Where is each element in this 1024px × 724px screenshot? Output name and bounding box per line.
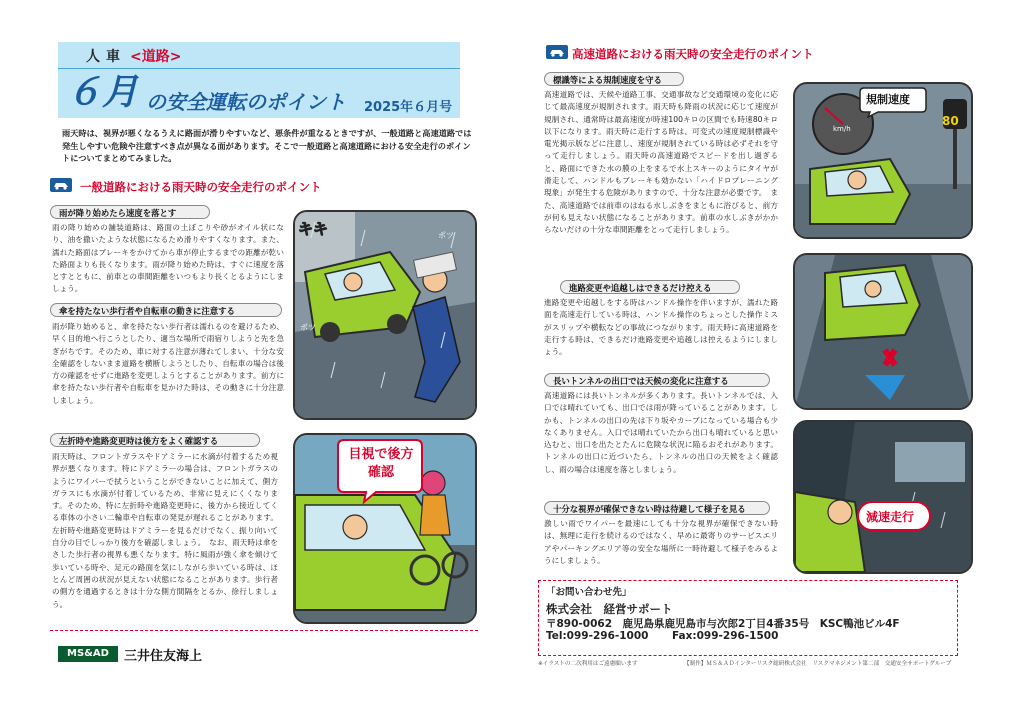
footer-credit: 【制作】ＭＳ＆ＡＤインターリスク総研株式会社 リスクマネジメント第二部 交通安全サポートグループ (684, 661, 952, 667)
contact-tel[interactable]: Tel:099-296-1000 (546, 630, 649, 642)
page-title-month: ６月 (66, 71, 139, 113)
company-logo: 三井住友海上 (124, 649, 203, 664)
header-divider (58, 68, 460, 69)
contact-fax: Fax:099-296-1500 (672, 630, 779, 642)
subheading-speed-limit: 標識等による規制速度を守る (544, 72, 684, 86)
subheading-pedestrians: 傘を持たない歩行者や自転車の動きに注意する (50, 303, 282, 317)
subheading-visibility: 十分な視界が確保できない時は待避して様子を見る (544, 501, 770, 515)
speed-unit: km/h (833, 125, 851, 133)
car-icon (50, 178, 72, 192)
contact-label: 「お問い合わせ先」 (546, 587, 632, 598)
right-section-heading: 高速道路における雨天時の安全走行のポイント (572, 47, 814, 61)
left-divider (50, 630, 478, 631)
category-main: 人車 (86, 49, 126, 65)
body-tunnel: 高速道路には長いトンネルが多くあります。長いトンネルでは、入口では晴れていても、出口では雨が降っていることがあります。しかも、トンネルの出口の先は下り坂やカーブになっている場合も少なくありません。入口では晴れていたから出口も晴れていると思い込むと、出口を出たとたんに危険な状況に陥るおそれがあります。トンネルの出口に近づいたら、トンネルの出口の天候をよく確認し、雨の場合は速度を落としましょう。 (544, 391, 778, 474)
contact-address: 〒890-0062 鹿児島県鹿児島市与次郎2丁目4番35号 KSC鴨池ビル4F (546, 618, 900, 630)
illustration-lane-change (793, 253, 973, 410)
body-visibility: 激しい雨でワイパーを最速にしても十分な視界が確保できない時は、無理に走行を続けるのではなく、早めに最寄りのサービスエリアやパーキングエリア等の安全な場所に一時待避して様子をみるようにしましょう。 (544, 519, 778, 565)
illustration-pedestrian-rain (293, 210, 477, 420)
category-sub: <道路> (130, 49, 182, 65)
left-section-heading: 一般道路における雨天時の安全走行のポイント (80, 180, 322, 194)
footer-note: ※イラストの二次利用はご遠慮願います (538, 661, 638, 667)
sfx-brake: キキ (298, 220, 329, 238)
subheading-rear-check: 左折時や進路変更時は後方をよく確認する (50, 433, 260, 447)
issue-label: 2025年６月号 (364, 100, 453, 115)
subheading-tunnel: 長いトンネルの出口では天候の変化に注意する (544, 373, 770, 387)
sfx-rain-2: ポツ (300, 323, 316, 332)
body-rear-check: 雨天時は、フロントガラスやドアミラーに水滴が付着するため視界が悪くなります。特にドアミラーの場合は、フロントガラスのようにワイパーで拭うということができないことに加えて、側方ガラスにも水滴が付着しているため、非常に見えにくくなります。そのため、特に左折時や進路変更時に、後方から接近してくる車体の小さい二輪車や自転車の発見が遅れることがあります。左折時や進路変更時はドアミラーを見るだけでなく、振り向いて自分の目でしっかり後方を確認しましょう。 なお、雨天時は傘をさした歩行者の視界も悪くなります。特に風雨が強く傘を傾けて歩いている時や、足元の路面を気にしながら歩いている時は、ほとんど周囲の状況が見えない状態になることがあります。歩行者の側方を通過するときは十分な側方間隔をとるか、徐行しましょう。 (52, 452, 278, 609)
body-lane-change: 進路変更や追越しをする時はハンドル操作を伴いますが、濡れた路面を高速走行している時は、ハンドル操作のちょっとした操作ミスがスリップや横転などの事故につながります。雨天時に高速道路を走行する時は、できるだけ進路変更や追越しは控えるようにしましょう。 (544, 298, 778, 357)
body-pedestrians: 雨が降り始めると、傘を持たない歩行者は濡れるのを避けるため、早く目的地へ行こうとしたり、適当な場所で雨宿りしようと先を急ぎがちです。そのため、車に対する注意が薄れてしまい、十分な安全確認をしないまま道路を横断しようとしたり、自転車の場合は後方の確認をせずに進路を変更しようとすることがあります。前方に傘を持たない歩行者や自転車を見かけた時は、その動きに十分注意しましょう。 (52, 322, 284, 405)
page-title: の安全運転のポイント (146, 90, 346, 114)
body-slow-down: 雨の降り始めの舗装道路は、路面の土ぼこりや砂がオイル状になり、油を撒いたような状態になるため滑りやすくなります。また、濡れた路面はブレーキをかけてから車が停止するまでの距離が乾いた路面よりも長くなります。雨が降り始めた時は、すぐに速度を落とすとともに、前車との車間距離をいつもより長くとるようにしましょう。 (52, 223, 284, 294)
callout-rear-check: 目視で後方確認 (348, 447, 414, 480)
sfx-rain-1: ポツ (438, 231, 454, 240)
body-speed-limit: 高速道路では、天候や道路工事、交通事故など交通環境の変化に応じて最高速度が規制されます。雨天時も降雨の状況に応じて速度が規制され、通常時は最高速度が時速100キロの区間でも時速80キロ以下になります。雨天時に走行する時は、可変式の速度規制標識や電光掲示版などに注意し、速度が規制されている時は必ずそれを守って走行しましょう。雨天時の高速道路でスピードを出し過ぎると、路面にできた水の膜の上をまるで水上スキーのようにタイヤが滑走して、ハンドルもブレーキも効かない「ハイドロプレーニング現象」が発生する危険がありますので、十分な注意が必要です。 また、高速道路では前車のはねる水しぶきをまともに浴びると、前方が何も見えない状態になることがあります。前車の水しぶきがかからないだけの十分な車間距離をとって走行しましょう。 (544, 90, 778, 235)
subheading-slow-down: 雨が降り始めたら速度を落とす (50, 205, 210, 219)
speed-sign-value: 80 (942, 114, 959, 128)
msad-logo: MS&AD (58, 646, 118, 662)
car-icon (546, 45, 568, 59)
callout-slow-down: 減速走行 (866, 510, 915, 524)
contact-company: 株式会社 経営サポート (546, 602, 673, 616)
intro-text: 雨天時は、視界が悪くなるうえに路面が滑りやすいなど、悪条件が重なるときですが、一般道路と高速道路では発生しやすい危険や注意すべき点が異なる面があります。そこで一般道路と高速道路における安全走行のポイントについてまとめてみました。 (62, 128, 472, 164)
subheading-lane-change: 進路変更や追越しはできるだけ控える (560, 280, 740, 294)
illustration-tunnel (793, 420, 973, 574)
callout-speed-limit: 規制速度 (866, 93, 910, 106)
